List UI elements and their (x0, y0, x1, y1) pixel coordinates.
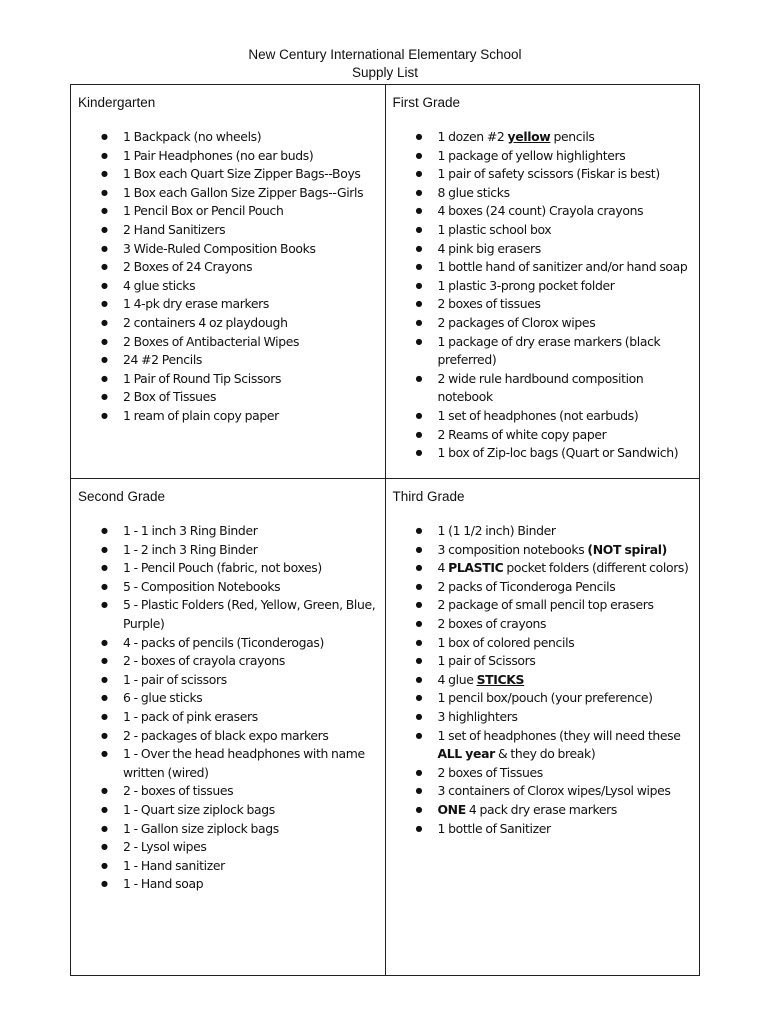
list-item (438, 258, 692, 277)
item-text: 2 packs of Ticonderoga Pencils (437, 578, 616, 594)
item-text: 1 package of dry erase markers (black preferred) (437, 333, 661, 368)
list-item (438, 277, 692, 296)
grade-title-kindergarten: Kindergarten (78, 95, 156, 110)
item-text: 4 (437, 560, 449, 576)
item-text: 4 glue (437, 671, 477, 687)
list-item (123, 689, 377, 708)
item-text: 4 pink big erasers (437, 240, 541, 256)
item-text: 1 ream of plain copy paper (123, 407, 279, 423)
list-item (438, 801, 692, 820)
item-text: 1 pair of safety scissors (Fiskar is best) (437, 166, 660, 182)
grade-title-third-grade: Third Grade (392, 489, 465, 504)
list-item (123, 559, 377, 578)
list-item (123, 221, 377, 240)
item-text: 2 Hand Sanitizers (123, 221, 226, 237)
list-item (123, 838, 377, 857)
list-item (123, 165, 377, 184)
list-item (438, 221, 692, 240)
list-item (123, 652, 377, 671)
list-item (438, 782, 692, 801)
school-name: New Century International Elementary School (248, 47, 522, 62)
list-item (438, 820, 692, 839)
list-item (123, 671, 377, 690)
item-text: 3 Wide-Ruled Composition Books (123, 240, 316, 256)
list-item (438, 764, 692, 783)
list-item (438, 727, 692, 764)
list-item (123, 745, 377, 782)
list-item (438, 165, 692, 184)
list-item (438, 128, 692, 147)
list-item (123, 522, 377, 541)
list-item (123, 351, 377, 370)
list-item (438, 578, 692, 597)
list-item (123, 820, 377, 839)
list-item (438, 426, 692, 445)
item-text: 4 pack dry erase markers (465, 801, 617, 817)
first-grade-supply-list (386, 128, 700, 463)
item-text: 2 - packages of black expo markers (123, 727, 329, 743)
item-text: 1 package of yellow highlighters (437, 147, 626, 163)
list-item (438, 522, 692, 541)
list-item (123, 147, 377, 166)
list-item (123, 407, 377, 426)
item-text: 1 plastic school box (437, 221, 552, 237)
item-text: 2 boxes of Tissues (437, 764, 543, 780)
item-text: 1 set of headphones (not earbuds) (437, 407, 639, 423)
item-text: 4 glue sticks (123, 277, 196, 293)
table-row (71, 479, 700, 976)
kindergarten-cell (71, 85, 386, 479)
item-text: pocket folders (different colors) (503, 560, 689, 576)
list-item (123, 258, 377, 277)
list-item (438, 708, 692, 727)
item-text: 3 highlighters (437, 708, 518, 724)
list-item (123, 277, 377, 296)
list-item (123, 634, 377, 653)
item-text: 1 Box each Quart Size Zipper Bags--Boys (123, 166, 361, 182)
item-text: 1 - 2 inch 3 Ring Binder (123, 541, 258, 557)
item-text: 2 Boxes of 24 Crayons (123, 259, 253, 275)
list-item (438, 541, 692, 560)
list-item (438, 407, 692, 426)
item-text: 1 - Pencil Pouch (fabric, not boxes) (123, 560, 322, 576)
item-text: 1 box of colored pencils (437, 634, 575, 650)
list-item (123, 875, 377, 894)
emphasized-text: STICKS (476, 671, 525, 687)
item-text: 1 4-pk dry erase markers (123, 296, 269, 312)
item-text: 1 - Hand soap (123, 876, 204, 892)
list-item (123, 596, 377, 633)
list-item (438, 184, 692, 203)
item-text: 1 (1 1/2 inch) Binder (437, 523, 556, 538)
item-text: 1 Box each Gallon Size Zipper Bags--Girls (123, 184, 364, 200)
list-item (123, 128, 377, 147)
item-text: & they do break) (494, 746, 596, 762)
list-item (123, 727, 377, 746)
first-grade-cell (385, 85, 700, 479)
list-item (438, 444, 692, 463)
item-text: 2 - Lysol wipes (123, 839, 207, 855)
item-text: 2 - boxes of crayola crayons (123, 653, 285, 669)
list-item (123, 202, 377, 221)
supply-list-title: Supply List (351, 65, 419, 80)
item-text: 2 boxes of tissues (437, 296, 541, 312)
item-text: 4 boxes (24 count) Crayola crayons (437, 203, 644, 219)
item-text: 24 #2 Pencils (123, 352, 203, 368)
supply-list-table (70, 84, 700, 976)
item-text: 1 dozen #2 (437, 129, 508, 144)
item-text: 4 - packs of pencils (Ticonderogas) (123, 634, 324, 650)
item-text: 1 - Gallon size ziplock bags (123, 820, 279, 836)
list-item (123, 240, 377, 259)
grade-title-second-grade: Second Grade (78, 489, 166, 504)
emphasized-text: yellow (507, 129, 551, 144)
table-row (71, 85, 700, 479)
list-item (123, 184, 377, 203)
item-text: 2 - boxes of tissues (123, 783, 234, 799)
item-text: 1 - Quart size ziplock bags (123, 801, 275, 817)
item-text: 1 Pair of Round Tip Scissors (123, 370, 282, 386)
list-item (438, 240, 692, 259)
list-item (123, 782, 377, 801)
emphasized-text: PLASTIC (448, 560, 504, 576)
third-grade-cell (385, 479, 700, 976)
list-item (438, 596, 692, 615)
item-text: 1 - pair of scissors (123, 671, 227, 687)
item-text: 5 - Composition Notebooks (123, 578, 281, 594)
item-text: 1 pencil box/pouch (your preference) (437, 690, 653, 706)
item-text: 6 - glue sticks (123, 690, 203, 706)
item-text: 3 composition notebooks (437, 541, 588, 557)
list-item (123, 708, 377, 727)
item-text: 1 box of Zip-loc bags (Quart or Sandwich) (437, 445, 679, 461)
list-item (123, 857, 377, 876)
list-item (438, 147, 692, 166)
item-text: 5 - Plastic Folders (Red, Yellow, Green, Blue, Purple) (123, 597, 376, 631)
item-text: 2 wide rule hardbound composition notebook (437, 370, 644, 405)
second-grade-cell (71, 479, 386, 976)
item-text: 1 pair of Scissors (437, 653, 536, 669)
item-text: 1 Pair Headphones (no ear buds) (123, 147, 314, 163)
item-text: 3 containers of Clorox wipes/Lysol wipes (437, 783, 671, 799)
list-item (123, 295, 377, 314)
item-text: 2 containers 4 oz playdough (123, 314, 288, 330)
item-text: pencils (550, 129, 595, 144)
list-item (438, 202, 692, 221)
list-item (123, 388, 377, 407)
item-text: 8 glue sticks (437, 184, 510, 200)
list-item (123, 370, 377, 389)
second-grade-supply-list (71, 522, 385, 894)
item-text: 1 - pack of pink erasers (123, 708, 258, 724)
list-item (438, 689, 692, 708)
kindergarten-supply-list (71, 128, 385, 426)
list-item (123, 314, 377, 333)
list-item (438, 671, 692, 690)
item-text: 1 Pencil Box or Pencil Pouch (123, 203, 284, 219)
list-item (438, 615, 692, 634)
emphasized-text: ONE (437, 801, 466, 817)
list-item (123, 801, 377, 820)
list-item (438, 559, 692, 578)
item-text: 2 boxes of crayons (437, 615, 547, 631)
list-item (438, 634, 692, 653)
item-text: 1 set of headphones (they will need these (437, 727, 681, 743)
list-item (438, 314, 692, 333)
list-item (438, 370, 692, 407)
grade-title-first-grade: First Grade (392, 95, 461, 110)
emphasized-text: (NOT spiral) (587, 541, 667, 557)
item-text: 1 bottle of Sanitizer (437, 820, 551, 836)
item-text: 2 Reams of white copy paper (437, 426, 607, 442)
list-item (123, 578, 377, 597)
item-text: 2 Box of Tissues (123, 389, 217, 405)
list-item (438, 652, 692, 671)
item-text: 2 packages of Clorox wipes (437, 314, 596, 330)
item-text: 1 - 1 inch 3 Ring Binder (123, 523, 258, 538)
list-item (438, 295, 692, 314)
item-text: 1 - Hand sanitizer (123, 857, 225, 873)
list-item (123, 541, 377, 560)
item-text: 1 plastic 3-prong pocket folder (437, 277, 615, 293)
item-text: 2 Boxes of Antibacterial Wipes (123, 333, 300, 349)
item-text: 1 bottle hand of sanitizer and/or hand soap (437, 259, 688, 275)
item-text: 1 - Over the head headphones with name written (wired) (123, 746, 365, 780)
list-item (438, 333, 692, 370)
third-grade-supply-list (386, 522, 700, 838)
list-item (123, 333, 377, 352)
emphasized-text: ALL year (437, 746, 495, 762)
item-text: 2 package of small pencil top erasers (437, 597, 654, 613)
item-text: 1 Backpack (no wheels) (123, 129, 262, 144)
